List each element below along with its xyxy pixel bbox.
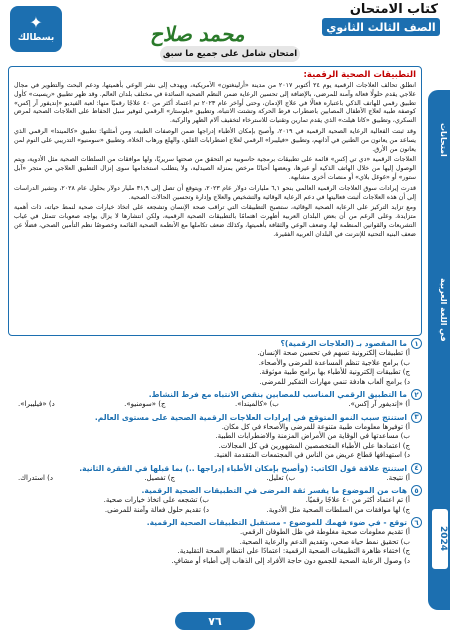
answer-option[interactable]: ب) مساعدتها في الوقاية من الأمراض المزمنة والاضطرابات الطبية. — [215, 432, 410, 440]
answer-option[interactable]: ج) اعتمادها على الأطباء المتخصصين المشهورين في كل المجالات. — [218, 441, 410, 450]
answer-option[interactable]: أ) تطبيقات إلكترونية تسهم في تحسين صحة الإنسان. — [257, 349, 410, 357]
question-prompt: هات من الموضوع ما يفسر ثقة المرضى في التطبيقات الصحية الرقمية. — [141, 486, 407, 495]
question-prompt: ما المقصود بـ (العلاجات الرقمية)؟ — [280, 339, 407, 348]
exam-title: امتحان شامل على جميع ما سبق — [160, 46, 300, 62]
book-title: كتاب الامتحان — [349, 2, 438, 17]
answer-option[interactable]: ج) لها موافقات من السلطات الصحية مثل الأدوية. — [266, 505, 410, 514]
question-number: ٢ — [411, 389, 422, 400]
reading-paragraph: انطلق تحالف العلاجات الرقمية يوم ٢٤ أكتوبر ٢٠١٧ من مدينة «أرلينغتون» الأمريكية، ويهدف إلى نشر الوعي بأهميتها، ودعم البحث والتطوير في مجال علاجي يقدم حلولًا فعالة وآمنة للمرضى، بالإضافة إلى تحسين الرعاية ضمن النظم الصحية السائدة في مختلف بلدان العالم. وقد ظهر تطبيق «ريسيت» كأول تطبيق رقمي للهاتف الذكي باعتباره فعالًا في علاج الإدمان، وحتى أواخر عام ٢٠٢٣ تم اعتماد أكثر من ٤٠ علاجًا رقميًا منها: لعبة الفيديو «إنديفور آر إكس» كوصفة طبية لعلاج الأطفال المصابين باضطراب فرط الحركة وتشتت الانتباه، وتطبيق «بلوستار» الرقمي لتوفير سبل الحفاظ على العلاجات الصحية لمرض السكري، وتطبيق «كانا هيلث» الذي يقدم تمارين وتقنيات للاسترخاء لتخفيف آلام الظهر والركبة. — [14, 82, 416, 125]
answer-option[interactable]: أ) «إنديفور آر إكس». — [348, 400, 410, 408]
answer-option[interactable]: د) استدراك. — [18, 473, 54, 482]
question-6 — [8, 517, 422, 566]
question-number: ٣ — [411, 412, 422, 423]
question-number: ٤ — [411, 463, 422, 474]
question-number: ١ — [411, 338, 422, 349]
question-5 — [8, 485, 422, 515]
answer-option[interactable]: ج) تطبيقات إلكترونية للأطباء بها برامج طبية موثوقة. — [259, 368, 410, 376]
answer-option[interactable]: ب) برامج علاجية تنظم المساعدة للمرضى والأصحاء. — [258, 358, 410, 367]
answer-option[interactable]: أ) توفيرها معلومات طبية متنوعة للمرضى والأصحاء في كل مكان. — [221, 422, 410, 431]
answer-option[interactable]: ب) تعليل. — [266, 473, 296, 482]
teacher-signature: محمد صلاح — [150, 22, 245, 46]
reading-passage — [8, 66, 422, 336]
answer-option[interactable]: د) تقديم حلول فعالة وآمنة للمرضى. — [104, 505, 209, 514]
answer-option[interactable]: أ) نتيجة. — [386, 473, 410, 482]
reading-heading: التطبيقات الصحية الرقمية: — [303, 70, 416, 80]
answer-option[interactable]: د) وصول الرعاية الصحية للجميع دون حاجة الأفراد إلى الذهاب إلى أطباء أو مشافٍ. — [171, 556, 410, 565]
answer-option[interactable]: ب) تحقيق نمط حياة صحي، وتقديم الدعم والرعاية الصحية. — [239, 537, 410, 546]
answer-option[interactable]: ج) اختفاء ظاهرة التطبيقات الصحية الرقمية: اعتمادًا على انتظام الصحة التقليدية. — [177, 547, 410, 555]
reading-paragraph: ومع تزايد التركيز على الرعاية الصحية الوقائية، ستصبح التطبيقات التي تراقب صحة الإنسان وتشجعه على اتخاذ خيارات صحية لنمط حياته، ذات أهمية متزايدة. وعلى الرغم من أن بعض البلدان العربية أظهرت اهتمامًا بالتطبيقات الصحية الرقمية، ولكن انتشارها لا يزال يواجه صعوبات تتمثل في غياب التشريعات والقوانين المنظمة لها، وضعف الوعي والثقافة بأهميتها، وكذلك ضعف تكاملها مع الأنظمة الصحية القائمة وخصوصًا نظم التأمين الصحي، فضلًا عن ضعف البنية التحتية للإنترنت في البلدان العربية الفقيرة. — [14, 204, 416, 238]
answer-option[interactable]: ب) «كالميندا». — [234, 400, 279, 408]
page-number: ٧٦ — [175, 612, 255, 630]
reading-paragraph: وقد ثبتت الفعالية الرعاية الصحية الرقمية في ٢٠١٩، وأصبح بإمكان الأطباء إدراجها ضمن الوصفات الطبية، ومن أمثلتها: تطبيق «كالميندا» الرقمي الذي يساعد من يعانون من الطنين في آذانهم، وتطبيق «فيليبرا» الرقمي لعلاج اضطرابات القلق، والهلع ورهاب الخلاء، وتطبيق «سومنيو» التدريبي على النوم لمن يعانون من الأرق. — [14, 127, 417, 153]
question-prompt: ما التطبيق الرقمي المناسب للمصابين بنقص الانتباه مع فرط النشاط. — [148, 390, 407, 399]
question-2 — [8, 389, 422, 410]
answer-option[interactable]: ج) «سومنيو». — [124, 400, 166, 408]
answer-option[interactable]: د) «فيليبرا». — [18, 400, 55, 408]
page-header — [0, 0, 450, 58]
publisher-logo — [10, 6, 62, 52]
answer-option[interactable]: ب) تشجعه على اتخاذ خيارات صحية. — [103, 496, 209, 504]
question-prompt: استنتج سبب النمو المتوقع في إيرادات العلاجات الرقمية الصحية على مستوى العالم. — [94, 412, 407, 422]
question-4 — [8, 463, 422, 484]
question-number: ٦ — [411, 517, 422, 528]
answer-option[interactable]: د) برامج ألعاب هادفة تنمي مهارات التفكير للمرضى. — [259, 377, 410, 386]
question-prompt: استنتج علاقة قول الكاتب: (وأصبح بإمكان الأطباء إدراجها ..) بما قبلها في الفقرة الثانية. — [79, 463, 407, 473]
answer-option[interactable]: ج) تفصيل. — [144, 473, 175, 482]
year-badge: 2024 — [431, 508, 449, 570]
questions-section — [8, 338, 422, 606]
side-tab-section: امتحانات — [439, 123, 448, 157]
answer-option[interactable]: د) استهدافها قطاع عريض من الناس في المجتمعات المتقدمة الغنية. — [214, 451, 410, 459]
grade-banner: الصف الثالث الثانوي — [322, 18, 440, 36]
answer-option[interactable]: أ) تقديم معلومات صحية مغلوطة في ظل الطوفان الرقمي. — [240, 528, 410, 536]
question-prompt: توقع - في ضوء فهمك للموضوع - مستقبل التطبيقات الصحية الرقمية. — [146, 518, 407, 527]
question-number: ٥ — [411, 485, 422, 496]
question-3 — [8, 412, 422, 461]
reading-paragraph: العلاجات الرقمية «دي تي إكس» قائمة على تطبيقات برمجية حاسوبية تم التحقق من صحتها سريريًا، ولها موافقات من السلطات الصحية مثل الأدوية، ويتم الوصول إليها من خلال الهاتف الذكية أو غيرها، وبعضها أحيانًا مرخص بمنزلة الصيدلية، ولا يتطلب استخدامها سوى إنزال التطبيق العلاجي من متجر «آبل ستور» أو «غوغل بلاي» أو منصات أخرى مشابهة. — [14, 156, 416, 181]
reading-paragraph: قدرت إيرادات سوق العلاجات الرقمية العالمي بنحو ٦,١ مليارات دولار عام ٢٠٢٣، ويتوقع أن تصل إلى ٣١,٩ مليار دولار بحلول عام ٢٠٢٨، وتشير الدراسات إلى أن هذه العلاجات أثبتت فعاليتها في دعم الرعاية الوقائية والتشخيص والعلاج وإدارة وتحسين الحالات الصحية. — [14, 184, 417, 201]
answer-option[interactable]: أ) تم اعتماد أكثر من ٤٠ علاجًا رقميًا. — [305, 496, 410, 504]
side-tab-subject: في اللغة العربية — [439, 278, 448, 342]
logo-text: بسطالك — [17, 33, 55, 43]
question-1 — [8, 338, 422, 387]
logo-icon: ✦ — [29, 13, 43, 32]
